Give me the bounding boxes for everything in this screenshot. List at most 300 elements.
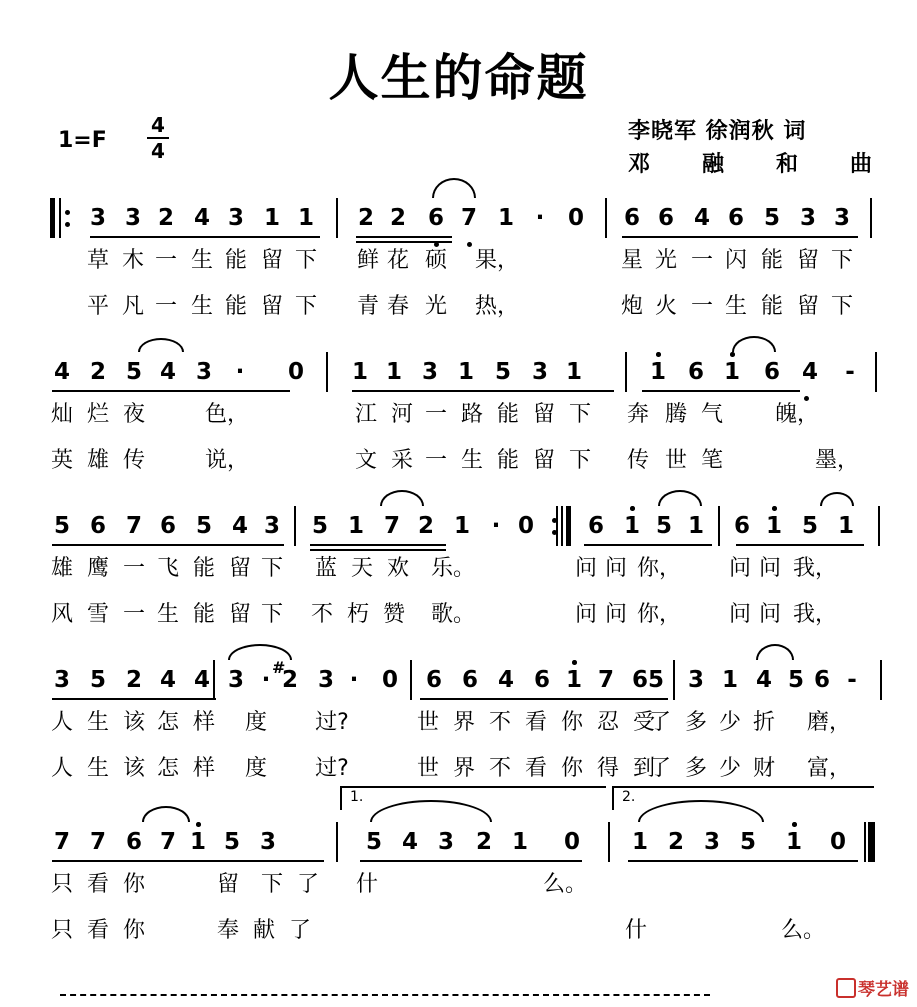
beam-line xyxy=(736,544,864,546)
lyric-verse-2: 英 xyxy=(50,448,73,473)
note: 1 xyxy=(497,205,514,231)
beam-line xyxy=(420,698,668,700)
watermark-text: 琴艺谱 xyxy=(858,980,909,1000)
octave-dot-above xyxy=(630,506,635,511)
beam-line xyxy=(310,544,446,546)
octave-dot-above xyxy=(572,660,577,665)
note: 4 xyxy=(159,667,176,693)
bar-line xyxy=(326,352,328,392)
lyric-verse-1: 什 xyxy=(355,872,378,897)
lyric-verse-2: 赞 xyxy=(382,602,405,627)
lyric-verse-1: 折 xyxy=(752,710,775,735)
lyric-verse-2: 你 xyxy=(560,756,583,781)
lyric-verse-1: 闪 xyxy=(724,248,747,273)
lyric-verse-1: 不 xyxy=(488,710,511,735)
lyric-verse-1: 度 xyxy=(244,710,267,735)
bar-line xyxy=(878,506,880,546)
lyric-verse-1: 界 xyxy=(452,710,475,735)
beam-line xyxy=(52,390,290,392)
volta-first-ending xyxy=(340,786,606,810)
lyric-verse-2: 文 xyxy=(354,448,377,473)
beam-line xyxy=(360,860,582,862)
note: · xyxy=(491,513,501,539)
note: 6 xyxy=(687,359,704,385)
composer-char: 曲 xyxy=(850,152,873,177)
score-system xyxy=(0,506,917,646)
lyric-verse-1: 一 xyxy=(424,402,447,427)
note: 4 xyxy=(53,359,70,385)
lyric-verse-1: 下 xyxy=(830,248,853,273)
lyric-verse-1: 下 xyxy=(260,872,283,897)
lyric-verse-2: 留 xyxy=(796,294,819,319)
key-signature: 1=F xyxy=(58,128,107,153)
lyric-verse-1: 留 xyxy=(796,248,819,273)
note: 3 xyxy=(799,205,816,231)
lyric-verse-2: 凡 xyxy=(121,294,144,319)
note: 3 xyxy=(833,205,850,231)
octave-dot-above xyxy=(656,352,661,357)
note: 1 xyxy=(837,513,854,539)
lyric-verse-1: 只 xyxy=(50,872,73,897)
note: 5 xyxy=(311,513,328,539)
note: 7 xyxy=(159,829,176,855)
note: 6 xyxy=(533,667,550,693)
note: 2 xyxy=(357,205,374,231)
beam-line xyxy=(52,860,324,862)
lyric-verse-2: 雪 xyxy=(86,602,109,627)
lyric-verse-1: 能 xyxy=(760,248,783,273)
slur-arc xyxy=(228,644,292,660)
octave-dot-above xyxy=(792,822,797,827)
note: 3 xyxy=(687,667,704,693)
note: 1 xyxy=(723,359,740,385)
beam-line xyxy=(584,544,712,546)
lyric-verse-1: 了 xyxy=(648,710,671,735)
lyric-verse-1: 看 xyxy=(524,710,547,735)
note: 3 xyxy=(227,667,244,693)
lyric-verse-1: 下 xyxy=(260,556,283,581)
lyric-verse-1: 果， xyxy=(475,248,520,273)
note: 7 xyxy=(383,513,400,539)
lyric-verse-2: 我， xyxy=(793,602,838,627)
lyric-verse-1: 草 xyxy=(86,248,109,273)
lyric-verse-2: 怎 xyxy=(156,756,179,781)
beam-line xyxy=(90,236,320,238)
lyric-verse-1: 乐。 xyxy=(431,556,476,581)
note: 4 xyxy=(693,205,710,231)
beam-line xyxy=(356,236,452,238)
slur-arc xyxy=(138,338,184,352)
lyric-verse-1: 留 xyxy=(228,556,251,581)
lyric-verse-1: 生 xyxy=(86,710,109,735)
note: 1 xyxy=(631,829,648,855)
note: 5 xyxy=(53,513,70,539)
repeat-start-sign xyxy=(50,198,72,238)
lyric-verse-1: 我， xyxy=(793,556,838,581)
lyric-verse-1: 能 xyxy=(496,402,519,427)
note: 5 xyxy=(655,513,672,539)
note: 6 xyxy=(159,513,176,539)
repeat-end-sign xyxy=(552,506,574,546)
lyric-verse-2: 该 xyxy=(122,756,145,781)
lyric-verse-1: 世 xyxy=(416,710,439,735)
note: 1 xyxy=(649,359,666,385)
lyric-verse-2: 生 xyxy=(156,602,179,627)
lyric-verse-1: 鲜 xyxy=(356,248,379,273)
note: 1 xyxy=(785,829,802,855)
lyric-verse-2: 采 xyxy=(390,448,413,473)
lyric-verse-2: 献 xyxy=(252,918,275,943)
score-system xyxy=(0,660,917,800)
lyric-verse-2: 留 xyxy=(260,294,283,319)
note: 6 xyxy=(425,667,442,693)
lyric-verse-2: 留 xyxy=(532,448,555,473)
lyric-verse-1: 一 xyxy=(154,248,177,273)
lyric-verse-1: 奔 xyxy=(626,402,649,427)
octave-dot-above xyxy=(730,352,735,357)
beam-line xyxy=(52,698,216,700)
lyric-verse-2: 过? xyxy=(315,756,349,781)
note: 3 xyxy=(89,205,106,231)
lyric-verse-2: 春 xyxy=(386,294,409,319)
slur-arc xyxy=(756,644,794,660)
lyric-verse-2: 奉 xyxy=(216,918,239,943)
lyric-verse-1: 问 xyxy=(604,556,627,581)
lyric-verse-1: 路 xyxy=(460,402,483,427)
composer-char: 和 xyxy=(776,152,799,177)
note: 7 xyxy=(125,513,142,539)
lyric-verse-2: 留 xyxy=(228,602,251,627)
lyric-verse-2: 样 xyxy=(192,756,215,781)
lyric-verse-1: 问 xyxy=(758,556,781,581)
lyric-verse-1: 能 xyxy=(192,556,215,581)
bar-line xyxy=(294,506,296,546)
note: 6 xyxy=(657,205,674,231)
lyric-verse-2: 说， xyxy=(205,448,250,473)
lyric-verse-1: 天 xyxy=(350,556,373,581)
lyric-verse-1: 留 xyxy=(532,402,555,427)
lyric-verse-2: 不 xyxy=(310,602,333,627)
note: 6 xyxy=(89,513,106,539)
lyric-verse-1: 江 xyxy=(354,402,377,427)
lyric-verse-1: 星 xyxy=(620,248,643,273)
note: 4 xyxy=(801,359,818,385)
note: 4 xyxy=(755,667,772,693)
lyric-verse-1: 一 xyxy=(122,556,145,581)
slur-arc xyxy=(432,178,476,198)
note: 0 xyxy=(517,513,534,539)
note: 4 xyxy=(159,359,176,385)
lyric-verse-2: 到 xyxy=(632,756,655,781)
lyric-verse-1: 色， xyxy=(205,402,250,427)
final-bar-line xyxy=(864,822,878,862)
octave-dot-below xyxy=(467,242,472,247)
lyric-verse-2: 人 xyxy=(50,756,73,781)
note: 3 xyxy=(195,359,212,385)
song-title: 人生的命题 xyxy=(328,49,589,107)
note: 1 xyxy=(385,359,402,385)
lyric-verse-1: 灿 xyxy=(50,402,73,427)
bar-line xyxy=(336,198,338,238)
lyric-verse-2: 传 xyxy=(122,448,145,473)
lyric-verse-1: 飞 xyxy=(156,556,179,581)
bottom-divider xyxy=(60,994,710,996)
octave-dot-above xyxy=(196,822,201,827)
lyric-verse-2: 生 xyxy=(190,294,213,319)
lyric-verse-2: 墨， xyxy=(815,448,860,473)
lyric-verse-1: 一 xyxy=(690,248,713,273)
lyric-verse-1: 多 xyxy=(684,710,707,735)
note: · xyxy=(261,667,271,693)
slur-arc xyxy=(732,336,776,352)
note: 3 xyxy=(531,359,548,385)
lyric-verse-2: 不 xyxy=(488,756,511,781)
beam-line xyxy=(52,544,284,546)
lyric-verse-2: 平 xyxy=(86,294,109,319)
lyric-verse-2: 么。 xyxy=(781,918,826,943)
note: 5 xyxy=(89,667,106,693)
lyric-verse-2: 一 xyxy=(154,294,177,319)
note: 1 xyxy=(721,667,738,693)
lyric-verse-2: 一 xyxy=(690,294,713,319)
note: 1 xyxy=(765,513,782,539)
bar-line xyxy=(673,660,675,700)
slur-arc xyxy=(658,490,702,506)
note: 1 xyxy=(511,829,528,855)
note: 0 xyxy=(381,667,398,693)
score-system xyxy=(0,198,917,338)
lyric-verse-1: 腾 xyxy=(664,402,687,427)
note: 2 xyxy=(389,205,406,231)
note: 5 xyxy=(787,667,804,693)
beam-line xyxy=(642,390,800,392)
note: 4 xyxy=(193,205,210,231)
note: 6 xyxy=(727,205,744,231)
lyric-verse-2: 问 xyxy=(758,602,781,627)
lyric-verse-1: 硕 xyxy=(424,248,447,273)
lyric-verse-2: 什 xyxy=(624,918,647,943)
note: 5 xyxy=(739,829,756,855)
lyric-verse-2: 一 xyxy=(122,602,145,627)
note: 1 xyxy=(565,667,582,693)
sharp-sign: # xyxy=(272,658,286,677)
lyricist-credit: 李晓军 徐润秋 词 xyxy=(628,119,807,144)
lyric-verse-1: 气 xyxy=(700,402,723,427)
lyric-verse-2: 能 xyxy=(224,294,247,319)
lyric-verse-1: 怎 xyxy=(156,710,179,735)
lyric-verse-1: 人 xyxy=(50,710,73,735)
note: 7 xyxy=(53,829,70,855)
lyric-verse-1: 你， xyxy=(637,556,682,581)
note: 3 xyxy=(227,205,244,231)
watermark-logo-icon xyxy=(836,978,856,998)
volta-number: 1. xyxy=(350,789,364,805)
lyric-verse-2: 传 xyxy=(626,448,649,473)
note: 6 xyxy=(733,513,750,539)
score-system xyxy=(0,352,917,492)
bar-line xyxy=(625,352,627,392)
lyric-verse-2: 能 xyxy=(496,448,519,473)
meter-bottom: 4 xyxy=(151,139,165,163)
note: 1 xyxy=(457,359,474,385)
note: 6 xyxy=(813,667,830,693)
note: 4 xyxy=(231,513,248,539)
lyric-verse-2: 只 xyxy=(50,918,73,943)
note: 0 xyxy=(287,359,304,385)
lyric-verse-1: 花 xyxy=(386,248,409,273)
note: 5 xyxy=(195,513,212,539)
note: 5 xyxy=(763,205,780,231)
note: 1 xyxy=(623,513,640,539)
time-signature xyxy=(147,114,169,162)
lyric-verse-2: 得 xyxy=(596,756,619,781)
lyric-verse-1: 能 xyxy=(224,248,247,273)
lyric-verse-2: 热， xyxy=(475,294,520,319)
note: 3 xyxy=(263,513,280,539)
bar-line xyxy=(608,822,610,862)
note: 3 xyxy=(259,829,276,855)
note: - xyxy=(847,667,857,693)
note: 5 xyxy=(647,667,664,693)
lyric-verse-2: 世 xyxy=(416,756,439,781)
note: 1 xyxy=(263,205,280,231)
lyric-verse-1: 生 xyxy=(190,248,213,273)
lyric-verse-1: 留 xyxy=(216,872,239,897)
lyric-verse-2: 多 xyxy=(684,756,707,781)
lyric-verse-1: 蓝 xyxy=(314,556,337,581)
bar-line xyxy=(410,660,412,700)
octave-dot-above xyxy=(772,506,777,511)
lyric-verse-1: 下 xyxy=(294,248,317,273)
note: 1 xyxy=(347,513,364,539)
lyric-verse-2: 下 xyxy=(294,294,317,319)
lyric-verse-2: 财 xyxy=(752,756,775,781)
lyric-verse-2: 少 xyxy=(718,756,741,781)
lyric-verse-2: 生 xyxy=(724,294,747,319)
lyric-verse-1: 欢 xyxy=(386,556,409,581)
note: 6 xyxy=(623,205,640,231)
slur-arc xyxy=(142,806,190,822)
note: 2 xyxy=(125,667,142,693)
lyric-verse-1: 过? xyxy=(315,710,349,735)
composer-char: 邓 xyxy=(628,152,651,177)
beam-line xyxy=(310,549,446,551)
note: 2 xyxy=(475,829,492,855)
lyric-verse-1: 夜 xyxy=(122,402,145,427)
note: 1 xyxy=(297,205,314,231)
lyric-verse-1: 你 xyxy=(122,872,145,897)
note: 2 xyxy=(281,667,298,693)
note: 3 xyxy=(317,667,334,693)
bar-line xyxy=(605,198,607,238)
lyric-verse-1: 问 xyxy=(728,556,751,581)
note: 3 xyxy=(437,829,454,855)
lyric-verse-1: 少 xyxy=(718,710,741,735)
lyric-verse-2: 下 xyxy=(260,602,283,627)
volta-number: 2. xyxy=(622,789,636,805)
lyric-verse-1: 魄， xyxy=(775,402,820,427)
lyric-verse-2: 生 xyxy=(86,756,109,781)
lyric-verse-1: 河 xyxy=(390,402,413,427)
lyric-verse-2: 富， xyxy=(807,756,852,781)
lyric-verse-2: 你， xyxy=(637,602,682,627)
lyric-verse-2: 笔 xyxy=(700,448,723,473)
note: 4 xyxy=(401,829,418,855)
lyric-verse-1: 鹰 xyxy=(86,556,109,581)
lyric-verse-2: 能 xyxy=(760,294,783,319)
lyric-verse-2: 歌。 xyxy=(431,602,476,627)
bar-line xyxy=(718,506,720,546)
note: 5 xyxy=(365,829,382,855)
note: 1 xyxy=(189,829,206,855)
note: 4 xyxy=(193,667,210,693)
lyric-verse-2: 生 xyxy=(460,448,483,473)
note: 6 xyxy=(631,667,648,693)
bar-line xyxy=(880,660,882,700)
lyric-verse-2: 能 xyxy=(192,602,215,627)
lyric-verse-2: 炮 xyxy=(620,294,643,319)
volta-second-ending xyxy=(612,786,874,810)
note: 1 xyxy=(565,359,582,385)
lyric-verse-1: 该 xyxy=(122,710,145,735)
lyric-verse-1: 忍 xyxy=(596,710,619,735)
note: 5 xyxy=(125,359,142,385)
lyric-verse-2: 了 xyxy=(288,918,311,943)
composer-credit xyxy=(628,147,872,178)
lyric-verse-2: 火 xyxy=(654,294,677,319)
lyric-verse-1: 受 xyxy=(632,710,655,735)
note: 6 xyxy=(427,205,444,231)
note: · xyxy=(349,667,359,693)
bar-line xyxy=(336,822,338,862)
note: 7 xyxy=(597,667,614,693)
note: 3 xyxy=(53,667,70,693)
lyric-verse-1: 烂 xyxy=(86,402,109,427)
slur-arc xyxy=(820,492,854,506)
note: 6 xyxy=(125,829,142,855)
lyric-verse-2: 风 xyxy=(50,602,73,627)
note: 0 xyxy=(567,205,584,231)
note: 7 xyxy=(460,205,477,231)
lyric-verse-1: 看 xyxy=(86,872,109,897)
lyric-verse-2: 雄 xyxy=(86,448,109,473)
note: 5 xyxy=(494,359,511,385)
lyric-verse-1: 磨， xyxy=(807,710,852,735)
beam-line xyxy=(628,860,858,862)
beam-line xyxy=(622,236,858,238)
lyric-verse-1: 光 xyxy=(654,248,677,273)
composer-char: 融 xyxy=(702,152,725,177)
lyric-verse-1: 了 xyxy=(296,872,319,897)
lyric-verse-1: 么。 xyxy=(543,872,588,897)
lyric-verse-1: 雄 xyxy=(50,556,73,581)
lyric-verse-2: 光 xyxy=(424,294,447,319)
beam-line xyxy=(352,390,614,392)
note: 2 xyxy=(157,205,174,231)
lyric-verse-2: 你 xyxy=(122,918,145,943)
lyric-verse-2: 世 xyxy=(664,448,687,473)
lyric-verse-2: 一 xyxy=(424,448,447,473)
lyric-verse-1: 木 xyxy=(121,248,144,273)
note: · xyxy=(535,205,545,231)
lyric-verse-1: 样 xyxy=(192,710,215,735)
lyric-verse-1: 你 xyxy=(560,710,583,735)
lyric-verse-2: 问 xyxy=(604,602,627,627)
note: 0 xyxy=(563,829,580,855)
lyric-verse-1: 下 xyxy=(568,402,591,427)
note: 2 xyxy=(417,513,434,539)
lyric-verse-2: 问 xyxy=(728,602,751,627)
